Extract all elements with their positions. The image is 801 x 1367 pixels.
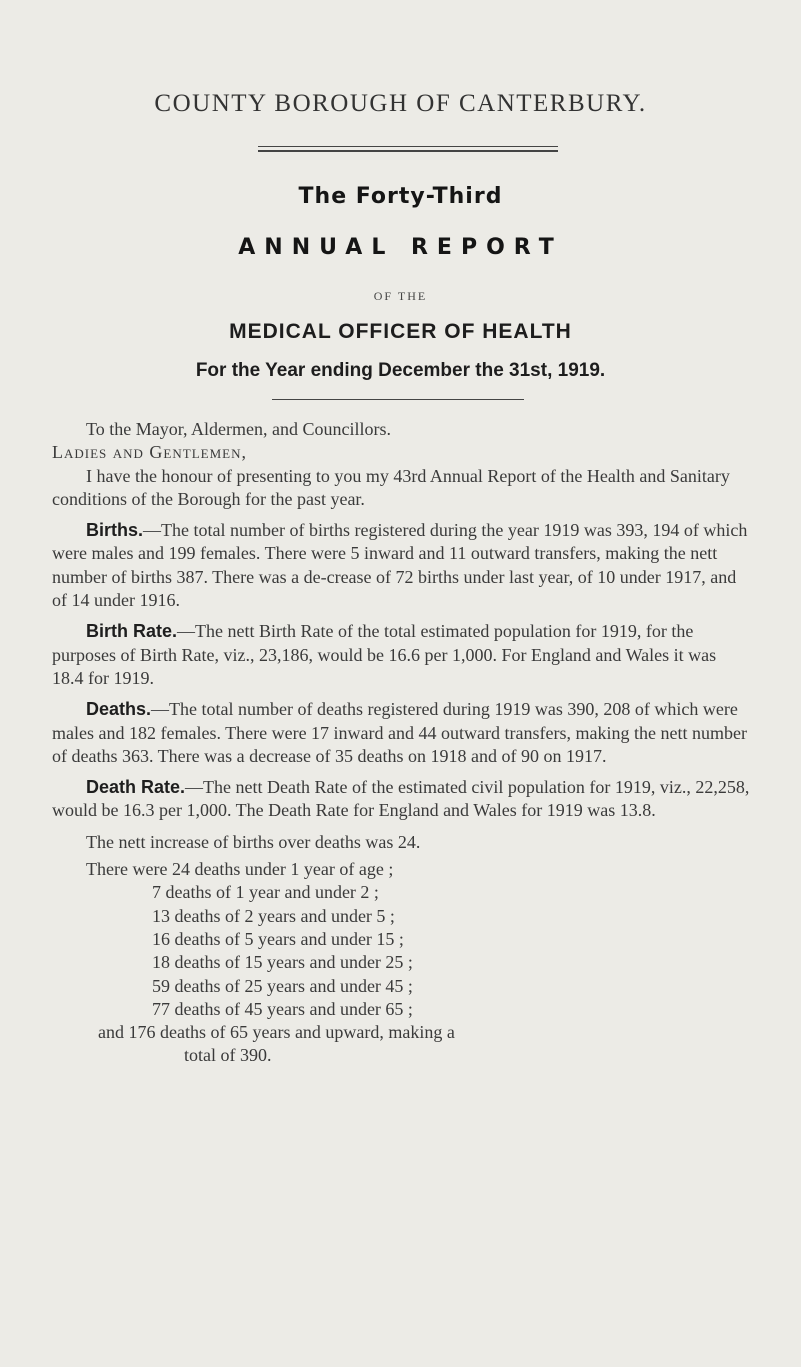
deaths-paragraph	[52, 698, 752, 768]
nett-increase-line: The nett increase of births over deaths was 24.	[86, 831, 421, 852]
births-text: —The total number of births registered during the year 1919 was 393, 194 of which were males and 199 females. There were 5 inward and 11 outward transfers, making the nett number of births 387. There was a de-crease of 72 births under last year, of 10 under 1917, and of 14 under 1916.	[52, 520, 748, 611]
births-paragraph	[52, 519, 752, 612]
letter-intro: I have the honour of presenting to you my 43rd Annual Report of the Health and Sanitary conditions of the Borough for the past year.	[52, 465, 730, 509]
divider	[258, 150, 558, 152]
report-body	[52, 418, 752, 1068]
birth-rate-heading: Birth Rate.	[86, 621, 178, 642]
report-title-main: ANNUAL REPORT	[238, 235, 563, 260]
list-item: 18 deaths of 15 years and under 25 ;	[152, 952, 413, 973]
divider	[272, 399, 524, 400]
list-item: 13 deaths of 2 years and under 5 ;	[152, 905, 395, 926]
list-item: 16 deaths of 5 years and under 15 ;	[152, 928, 404, 949]
death-rate-heading: Death Rate.	[86, 777, 186, 798]
report-title-ordinal: The Forty-Third	[298, 184, 503, 209]
divider	[258, 146, 558, 147]
report-title-of-the: OF THE	[373, 289, 428, 303]
deaths-text: —The total number of deaths registered during 1919 was 390, 208 of which were males and 182 females. There were 17 inward and 44 outward transfers, making the nett number of deaths 363. There was a decrease of 35 deaths on 1918 and of 90 on 1917.	[52, 699, 747, 766]
deaths-last-line: and 176 deaths of 65 years and upward, making a	[98, 1022, 455, 1043]
list-item: 7 deaths of 1 year and under 2 ;	[152, 882, 379, 903]
letter-salutation: Ladies and Gentlemen,	[52, 442, 247, 463]
death-rate-paragraph	[52, 776, 752, 823]
report-title-officer: MEDICAL OFFICER OF HEALTH	[229, 320, 572, 343]
list-item: 77 deaths of 45 years and under 65 ;	[152, 998, 413, 1019]
births-heading: Births.	[86, 520, 144, 541]
deaths-by-age-list	[152, 881, 752, 1021]
birth-rate-paragraph	[52, 620, 752, 690]
deaths-total-line: total of 390.	[184, 1045, 272, 1066]
list-item: 59 deaths of 25 years and under 45 ;	[152, 975, 413, 996]
county-heading: COUNTY BOROUGH OF CANTERBURY.	[154, 90, 647, 117]
death-rate-text: —The nett Death Rate of the estimated civil population for 1919, viz., 22,258, would be 16.3 per 1,000. The Death Rate for England and Wales for 1919 was 13.8.	[52, 777, 750, 821]
report-title-year: For the Year ending December the 31st, 1919.	[195, 360, 606, 381]
infant-deaths-line: There were 24 deaths under 1 year of age ;	[86, 859, 394, 880]
letter-address: To the Mayor, Aldermen, and Councillors.	[86, 419, 391, 439]
birth-rate-text: —The nett Birth Rate of the total estimated population for 1919, for the purposes of Birth Rate, viz., 23,186, would be 16.6 per 1,000. For England and Wales it was 18.4 for 1919.	[52, 621, 717, 688]
deaths-heading: Deaths.	[86, 699, 152, 720]
